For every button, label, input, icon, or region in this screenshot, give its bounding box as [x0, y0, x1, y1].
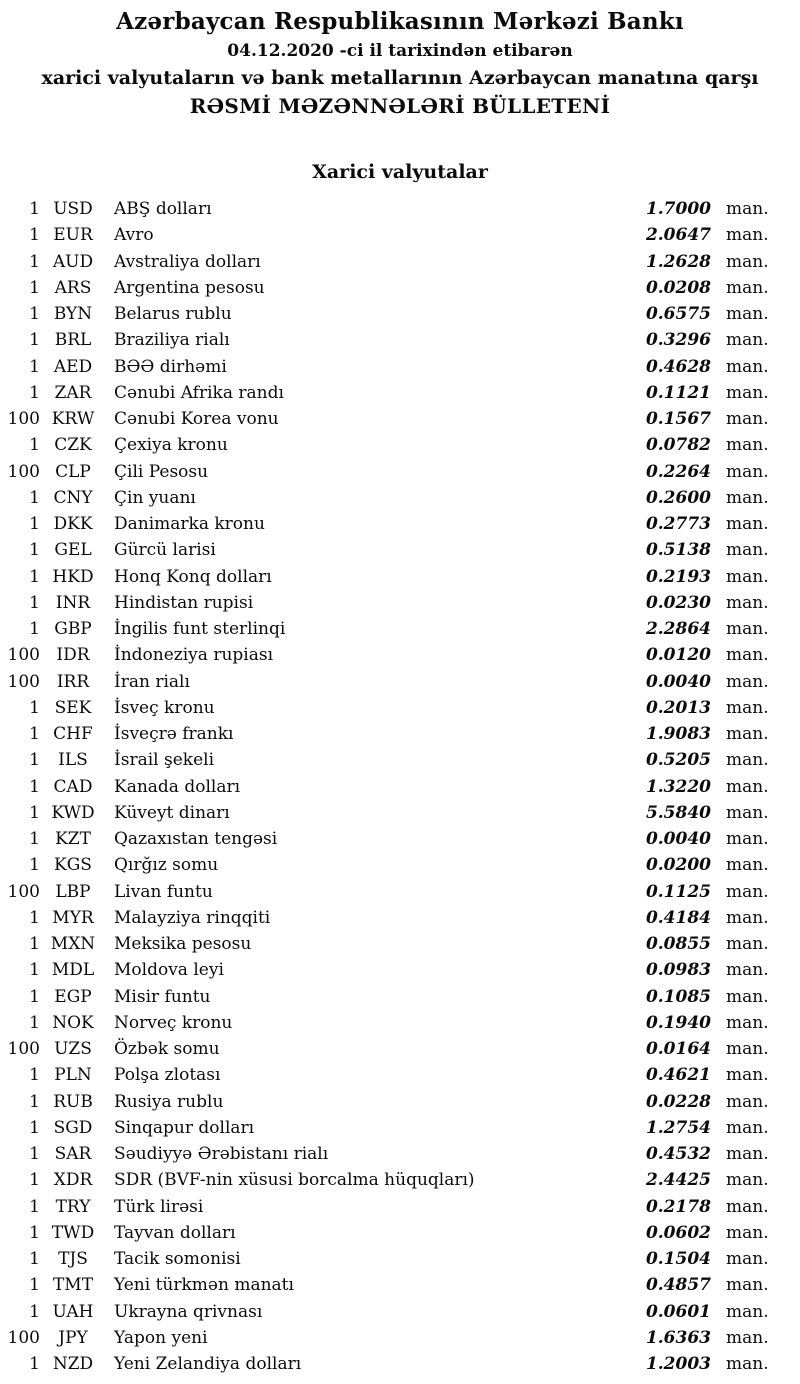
table-row	[0, 327, 788, 353]
name-cell: Qazaxıstan tengəsi	[114, 829, 278, 849]
unit-cell: man.	[726, 1301, 769, 1322]
code-cell: KRW	[51, 409, 95, 429]
qty-cell: 100	[7, 461, 40, 482]
code-cell: TJS	[58, 1249, 88, 1269]
unit-cell: man.	[726, 487, 769, 508]
code-cell: AUD	[52, 251, 94, 272]
name-cell: Belarus rublu	[114, 304, 232, 324]
unit-cell: man.	[726, 1170, 769, 1191]
unit-cell: man.	[726, 934, 769, 954]
unit-cell: man.	[726, 671, 769, 692]
rate-cell: 0.0120	[645, 645, 711, 666]
qty-cell: 1	[29, 566, 40, 587]
name-cell: Çili Pesosu	[114, 461, 209, 482]
unit-cell: man.	[726, 540, 769, 561]
code-cell: TRY	[55, 1196, 91, 1217]
code-cell: USD	[53, 199, 93, 219]
table-row	[0, 459, 788, 485]
code-cell: MDL	[51, 960, 95, 981]
table-row	[0, 1272, 788, 1298]
unit-cell: man.	[726, 356, 769, 377]
qty-cell: 1	[29, 304, 40, 324]
qty-cell: 1	[29, 1012, 40, 1033]
code-cell: GBP	[54, 619, 92, 639]
table-row	[0, 275, 788, 301]
name-cell: Meksika pesosu	[114, 934, 252, 954]
rate-cell: 0.1504	[645, 1249, 711, 1269]
qty-cell: 1	[29, 1222, 40, 1243]
rate-cell: 0.0200	[645, 855, 711, 876]
table-row	[0, 747, 788, 773]
table-row	[0, 1115, 788, 1141]
rate-cell: 0.0230	[645, 592, 711, 613]
code-cell: ZAR	[54, 382, 92, 403]
table-row	[0, 301, 788, 327]
unit-cell: man.	[726, 251, 769, 272]
qty-cell: 1	[29, 382, 40, 403]
code-cell: IRR	[56, 671, 90, 692]
qty-cell: 1	[29, 356, 40, 377]
rate-cell: 0.0602	[645, 1222, 711, 1243]
unit-cell: man.	[726, 461, 769, 482]
table-row	[0, 852, 788, 878]
table-row	[0, 984, 788, 1010]
unit-cell: man.	[726, 514, 769, 534]
unit-cell: man.	[726, 1275, 769, 1296]
table-row	[0, 1089, 788, 1115]
table-row	[0, 879, 788, 905]
unit-cell: man.	[726, 1091, 769, 1112]
rate-cell: 2.2864	[645, 619, 711, 639]
rate-cell: 0.1940	[645, 1012, 711, 1033]
name-cell: Livan funtu	[114, 881, 213, 902]
rate-cell: 0.2773	[645, 514, 711, 534]
code-cell: KGS	[54, 855, 92, 876]
rate-cell: 0.0983	[645, 960, 711, 981]
code-cell: MYR	[52, 907, 94, 928]
qty-cell: 100	[7, 671, 40, 692]
name-cell: Danimarka kronu	[114, 514, 265, 534]
rate-cell: 0.0208	[645, 277, 711, 298]
qty-cell: 1	[29, 1249, 40, 1269]
rate-cell: 0.0601	[645, 1301, 711, 1322]
unit-cell: man.	[726, 1039, 769, 1059]
table-row	[0, 905, 788, 931]
table-row	[0, 1220, 788, 1246]
qty-cell: 1	[29, 1170, 40, 1191]
name-cell: Misir funtu	[114, 986, 211, 1007]
name-cell: ABŞ dolları	[114, 199, 212, 219]
rate-cell: 1.2003	[645, 1354, 711, 1374]
bank-name: Azərbaycan Respublikasının Mərkəzi Bankı	[116, 8, 684, 35]
name-cell: Argentina pesosu	[114, 277, 265, 298]
table-row	[0, 1167, 788, 1193]
rate-cell: 2.0647	[645, 225, 711, 246]
unit-cell: man.	[726, 304, 769, 324]
unit-cell: man.	[726, 199, 769, 219]
code-cell: NZD	[52, 1354, 94, 1374]
qty-cell: 1	[29, 750, 40, 771]
table-row	[0, 1036, 788, 1062]
table-row	[0, 1141, 788, 1167]
code-cell: ILS	[58, 750, 88, 771]
code-cell: TWD	[51, 1222, 95, 1243]
code-cell: SEK	[54, 697, 92, 718]
rate-cell: 0.0040	[645, 829, 711, 849]
rate-cell: 1.2754	[645, 1117, 711, 1138]
code-cell: ARS	[54, 277, 92, 298]
unit-cell: man.	[726, 881, 769, 902]
rate-cell: 0.0040	[645, 671, 711, 692]
rate-cell: 1.7000	[645, 199, 711, 219]
qty-cell: 1	[29, 199, 40, 219]
qty-cell: 1	[29, 934, 40, 954]
qty-cell: 1	[29, 960, 40, 981]
name-cell: Səudiyyə Ərəbistanı rialı	[114, 1144, 329, 1164]
table-row	[0, 1010, 788, 1036]
rate-cell: 0.6575	[645, 304, 711, 324]
qty-cell: 100	[7, 881, 40, 902]
name-cell: BƏƏ dirhəmi	[114, 356, 227, 377]
code-cell: NOK	[52, 1012, 94, 1033]
rate-cell: 0.2264	[645, 461, 711, 482]
qty-cell: 1	[29, 1196, 40, 1217]
name-cell: Ukrayna qrivnası	[114, 1301, 263, 1322]
qty-cell: 100	[7, 409, 40, 429]
table-row	[0, 1194, 788, 1220]
name-cell: Türk lirəsi	[114, 1196, 204, 1217]
code-cell: SAR	[54, 1144, 92, 1164]
code-cell: INR	[55, 592, 91, 613]
name-cell: Avstraliya dolları	[114, 251, 261, 272]
name-cell: Tayvan dolları	[114, 1222, 236, 1243]
code-cell: TMT	[52, 1275, 94, 1296]
table-row	[0, 196, 788, 222]
code-cell: EGP	[54, 986, 92, 1007]
code-cell: JPY	[58, 1327, 88, 1348]
qty-cell: 1	[29, 986, 40, 1007]
unit-cell: man.	[726, 1012, 769, 1033]
name-cell: Polşa zlotası	[114, 1065, 221, 1086]
table-row	[0, 695, 788, 721]
rate-cell: 0.5138	[645, 540, 711, 561]
rate-cell: 1.2628	[645, 251, 711, 272]
unit-cell: man.	[726, 592, 769, 613]
name-cell: Çexiya kronu	[114, 435, 228, 456]
name-cell: Rusiya rublu	[114, 1091, 224, 1112]
qty-cell: 1	[29, 776, 40, 797]
rate-cell: 1.3220	[645, 776, 711, 797]
name-cell: Moldova leyi	[114, 960, 224, 981]
table-row	[0, 669, 788, 695]
unit-cell: man.	[726, 855, 769, 876]
qty-cell: 1	[29, 802, 40, 823]
rate-cell: 0.0228	[645, 1091, 711, 1112]
rate-cell: 0.2600	[645, 487, 711, 508]
rate-cell: 0.4857	[645, 1275, 711, 1296]
table-row	[0, 774, 788, 800]
table-row	[0, 485, 788, 511]
name-cell: Braziliya rialı	[114, 330, 230, 351]
unit-cell: man.	[726, 330, 769, 351]
unit-cell: man.	[726, 1117, 769, 1138]
name-cell: Cənubi Afrika randı	[114, 382, 284, 403]
code-cell: RUB	[53, 1091, 93, 1112]
unit-cell: man.	[726, 225, 769, 246]
name-cell: Kanada dolları	[114, 776, 241, 797]
table-row	[0, 931, 788, 957]
unit-cell: man.	[726, 1222, 769, 1243]
table-row	[0, 1299, 788, 1325]
document-header	[0, 0, 800, 121]
table-row	[0, 249, 788, 275]
name-cell: Sinqapur dolları	[114, 1117, 255, 1138]
table-row	[0, 1325, 788, 1351]
rate-cell: 0.4621	[645, 1065, 711, 1086]
qty-cell: 100	[7, 1039, 40, 1059]
name-cell: Tacik somonisi	[114, 1249, 241, 1269]
qty-cell: 1	[29, 592, 40, 613]
name-cell: İsrail şekeli	[114, 750, 214, 771]
table-row	[0, 800, 788, 826]
qty-cell: 1	[29, 435, 40, 456]
unit-cell: man.	[726, 960, 769, 981]
name-cell: Avro	[114, 225, 154, 246]
unit-cell: man.	[726, 1065, 769, 1086]
code-cell: IDR	[56, 645, 90, 666]
qty-cell: 1	[29, 330, 40, 351]
table-row	[0, 616, 788, 642]
unit-cell: man.	[726, 1327, 769, 1348]
unit-cell: man.	[726, 907, 769, 928]
name-cell: İran rialı	[114, 671, 190, 692]
name-cell: SDR (BVF-nin xüsusi borcalma hüquqları)	[114, 1170, 475, 1191]
name-cell: Küveyt dinarı	[114, 802, 230, 823]
qty-cell: 1	[29, 540, 40, 561]
name-cell: İsveçrə frankı	[114, 724, 234, 744]
unit-cell: man.	[726, 409, 769, 429]
name-cell: Çin yuanı	[114, 487, 196, 508]
unit-cell: man.	[726, 1354, 769, 1374]
table-row	[0, 406, 788, 432]
code-cell: CZK	[54, 435, 92, 456]
table-row	[0, 1351, 788, 1377]
rate-cell: 0.4532	[645, 1144, 711, 1164]
code-cell: UAH	[52, 1301, 94, 1322]
unit-cell: man.	[726, 750, 769, 771]
name-cell: Malayziya rinqqiti	[114, 907, 271, 928]
rate-cell: 0.1121	[645, 382, 711, 403]
unit-cell: man.	[726, 802, 769, 823]
unit-cell: man.	[726, 697, 769, 718]
rate-cell: 5.5840	[645, 802, 711, 823]
name-cell: Gürcü larisi	[114, 540, 216, 561]
rate-cell: 1.6363	[645, 1327, 711, 1348]
qty-cell: 1	[29, 251, 40, 272]
unit-cell: man.	[726, 619, 769, 639]
name-cell: Hindistan rupisi	[114, 592, 254, 613]
rate-cell: 1.9083	[645, 724, 711, 744]
unit-cell: man.	[726, 1249, 769, 1269]
name-cell: İndoneziya rupiası	[114, 645, 274, 666]
table-row	[0, 826, 788, 852]
code-cell: KWD	[51, 802, 95, 823]
qty-cell: 1	[29, 724, 40, 744]
code-cell: KZT	[55, 829, 91, 849]
qty-cell: 1	[29, 514, 40, 534]
unit-cell: man.	[726, 382, 769, 403]
rate-cell: 0.2178	[645, 1196, 711, 1217]
name-cell: İngilis funt sterlinqi	[114, 619, 286, 639]
rate-cell: 0.0164	[645, 1039, 711, 1059]
code-cell: UZS	[54, 1039, 92, 1059]
code-cell: XDR	[53, 1170, 93, 1191]
unit-cell: man.	[726, 724, 769, 744]
rate-cell: 0.3296	[645, 330, 711, 351]
code-cell: LBP	[55, 881, 91, 902]
rate-cell: 0.1085	[645, 986, 711, 1007]
table-row	[0, 957, 788, 983]
table-row	[0, 564, 788, 590]
code-cell: CAD	[53, 776, 93, 797]
rate-cell: 0.1125	[645, 881, 711, 902]
bulletin-title: RƏSMİ MƏZƏNNƏLƏRİ BÜLLETENİ	[189, 94, 611, 118]
table-row	[0, 590, 788, 616]
qty-cell: 1	[29, 1144, 40, 1164]
section-title-foreign-currencies: Xarici valyutalar	[312, 161, 488, 183]
code-cell: EUR	[53, 225, 93, 246]
rate-cell: 0.4628	[645, 356, 711, 377]
name-cell: Honq Konq dolları	[114, 566, 272, 587]
table-row	[0, 432, 788, 458]
qty-cell: 1	[29, 1354, 40, 1374]
qty-cell: 100	[7, 645, 40, 666]
code-cell: BRL	[54, 330, 92, 351]
table-row	[0, 354, 788, 380]
unit-cell: man.	[726, 277, 769, 298]
rate-cell: 2.4425	[645, 1170, 711, 1191]
code-cell: PLN	[54, 1065, 92, 1086]
table-row	[0, 1246, 788, 1272]
qty-cell: 1	[29, 1117, 40, 1138]
qty-cell: 1	[29, 1301, 40, 1322]
rate-cell: 0.2013	[645, 697, 711, 718]
rate-cell: 0.0855	[645, 934, 711, 954]
code-cell: CLP	[55, 461, 91, 482]
subject-line: xarici valyutaların və bank metallarının Azərbaycan manatına qarşı	[41, 67, 759, 89]
qty-cell: 1	[29, 1091, 40, 1112]
code-cell: CNY	[53, 487, 93, 508]
name-cell: Yeni Zelandiya dolları	[114, 1354, 302, 1374]
table-row	[0, 222, 788, 248]
table-row	[0, 642, 788, 668]
code-cell: HKD	[52, 566, 94, 587]
name-cell: Cənubi Korea vonu	[114, 409, 279, 429]
rates-table	[0, 196, 800, 1377]
unit-cell: man.	[726, 435, 769, 456]
qty-cell: 1	[29, 1065, 40, 1086]
unit-cell: man.	[726, 566, 769, 587]
code-cell: DKK	[53, 514, 93, 534]
qty-cell: 1	[29, 829, 40, 849]
name-cell: Özbək somu	[114, 1039, 220, 1059]
qty-cell: 1	[29, 697, 40, 718]
qty-cell: 1	[29, 277, 40, 298]
unit-cell: man.	[726, 986, 769, 1007]
table-row	[0, 511, 788, 537]
name-cell: Yeni türkmən manatı	[114, 1275, 294, 1296]
rate-cell: 0.4184	[645, 907, 711, 928]
qty-cell: 1	[29, 1275, 40, 1296]
rate-cell: 0.0782	[645, 435, 711, 456]
qty-cell: 1	[29, 907, 40, 928]
unit-cell: man.	[726, 645, 769, 666]
table-row	[0, 1062, 788, 1088]
code-cell: CHF	[53, 724, 93, 744]
code-cell: AED	[53, 356, 93, 377]
name-cell: Norveç kronu	[114, 1012, 233, 1033]
qty-cell: 100	[7, 1327, 40, 1348]
code-cell: MXN	[50, 934, 96, 954]
name-cell: Qırğız somu	[114, 855, 219, 876]
unit-cell: man.	[726, 1144, 769, 1164]
effective-date-line: 04.12.2020 -ci il tarixindən etibarən	[227, 41, 573, 61]
table-row	[0, 721, 788, 747]
rate-cell: 0.2193	[645, 566, 711, 587]
qty-cell: 1	[29, 855, 40, 876]
table-row	[0, 537, 788, 563]
table-row	[0, 380, 788, 406]
qty-cell: 1	[29, 487, 40, 508]
unit-cell: man.	[726, 1196, 769, 1217]
unit-cell: man.	[726, 776, 769, 797]
code-cell: BYN	[53, 304, 93, 324]
unit-cell: man.	[726, 829, 769, 849]
name-cell: İsveç kronu	[114, 697, 215, 718]
code-cell: SGD	[53, 1117, 93, 1138]
name-cell: Yapon yeni	[114, 1327, 208, 1348]
rate-cell: 0.1567	[645, 409, 711, 429]
code-cell: GEL	[54, 540, 92, 561]
qty-cell: 1	[29, 619, 40, 639]
rate-cell: 0.5205	[645, 750, 711, 771]
qty-cell: 1	[29, 225, 40, 246]
